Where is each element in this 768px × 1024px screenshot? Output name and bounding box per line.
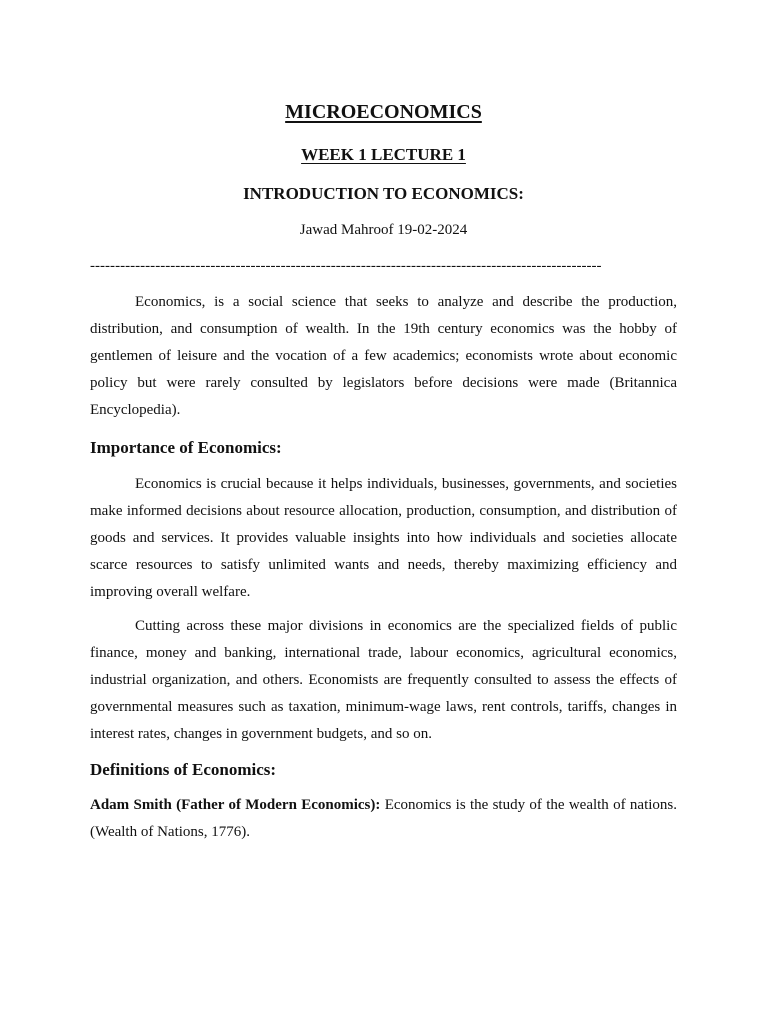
importance-heading: Importance of Economics: (90, 438, 282, 457)
definition-author-label: Adam Smith (Father of Modern Economics): (90, 797, 381, 813)
definition-adam-smith (90, 792, 677, 846)
importance-paragraph-2: Cutting across these major divisions in economics are the specialized fields of public finance, money and banking, international trade, labour economics, agricultural economics, industrial organization, and others. Economists are frequently consulted to assess the effects of governmental measures such as taxation, minimum-wage laws, rent controls, tariffs, changes in interest rates, changes in government budgets, and so on. (90, 618, 677, 742)
definition-text: Economics is the study of the wealth of nations. (Wealth of Nations, 1776). (90, 797, 677, 840)
definitions-heading: Definitions of Economics: (90, 760, 277, 779)
topic-title: INTRODUCTION TO ECONOMICS: (243, 184, 524, 203)
document-title: MICROECONOMICS (285, 101, 482, 123)
intro-paragraph: Economics, is a social science that seeks to analyze and describe the production, distribution, and consumption of wealth. In the 19th century economics was the hobby of gentlemen of leisure and the vocation of a few academics; economists wrote about economic policy but were rarely consulted by legislators before decisions were made (Britannica Encyclopedia). (90, 294, 677, 418)
lecture-subtitle: WEEK 1 LECTURE 1 (301, 145, 466, 164)
importance-paragraph-1: Economics is crucial because it helps individuals, businesses, governments, and societies make informed decisions about resource allocation, production, consumption, and distribution of goods and services. It provides valuable insights into how individuals and societies allocate scarce resources to satisfy unlimited wants and needs, thereby maximizing efficiency and improving overall welfare. (90, 476, 677, 600)
dashed-divider: ------------------------------------------------------------------------------------------------------ (90, 258, 602, 274)
author-date-line: Jawad Mahroof 19-02-2024 (299, 222, 468, 238)
